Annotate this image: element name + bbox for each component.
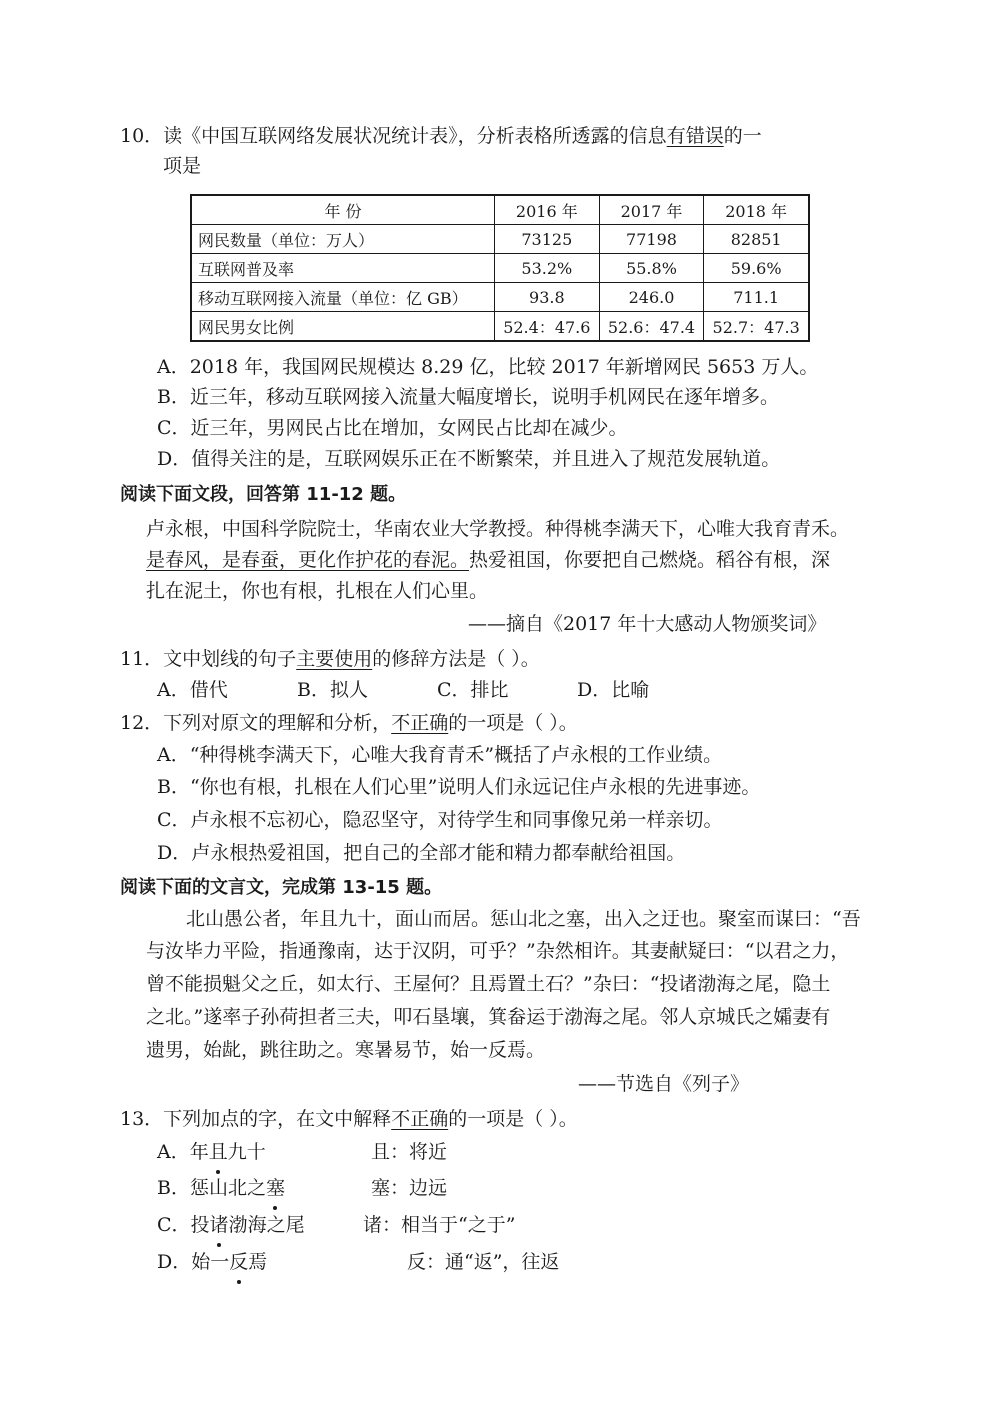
q11-option-d: D．比喻 <box>577 679 650 701</box>
section-heading-11-12: 阅读下面文段，回答第 11-12 题。 <box>120 484 407 505</box>
q12-option-c: C．卢永根不忘初心，隐忍坚守，对待学生和同事像兄弟一样亲切。 <box>157 809 723 831</box>
table-cell: 77198 <box>599 225 704 254</box>
table-cell: 52.6：47.4 <box>599 312 704 342</box>
q10-option-d: D．值得关注的是，互联网娱乐正在不断繁荣，并且进入了规范发展轨道。 <box>157 448 781 470</box>
table-cell: 73125 <box>495 225 600 254</box>
table-cell: 82851 <box>704 225 809 254</box>
q10-option-c: C．近三年，男网民占比在增加，女网民占比却在减少。 <box>157 417 628 439</box>
q13-option-d: D．始一反焉 <box>157 1248 267 1276</box>
table-cell: 53.2% <box>495 254 600 283</box>
table-cell: 52.7：47.3 <box>704 312 809 342</box>
table-row <box>191 283 809 312</box>
dotted-char: 且 <box>209 1138 228 1166</box>
passage-line: 扎在泥土，你也有根，扎根在人们心里。 <box>146 580 489 602</box>
table-header-cell: 2018 年 <box>704 195 809 225</box>
q13-option-c: C．投诸渤海之尾 <box>157 1211 305 1239</box>
q10-option-b: B．近三年，移动互联网接入流量大幅度增长，说明手机网民在逐年增多。 <box>157 386 779 408</box>
q13-option-a-explanation: 且：将近 <box>371 1141 448 1163</box>
q13-option-c-explanation: 诸：相当于“之于” <box>363 1214 516 1236</box>
table-header-row <box>191 195 809 225</box>
table-header-cell: 2016 年 <box>495 195 600 225</box>
q12-option-b: B．“你也有根，扎根在人们心里”说明人们永远记住卢永根的先进事迹。 <box>157 776 761 798</box>
classical-text-source: ——节选自《列子》 <box>578 1073 750 1095</box>
q12-option-a: A．“种得桃李满天下，心唯大我育青禾”概括了卢永根的工作业绩。 <box>157 744 723 766</box>
q13-stem: 13．下列加点的字，在文中解释不正确的一项是（ ）。 <box>120 1108 578 1130</box>
q12-option-d: D．卢永根热爱祖国，把自己的全部才能和精力都奉献给祖国。 <box>157 842 686 864</box>
q13-option-b: B．惩山北之塞 <box>157 1174 285 1202</box>
q11-option-c: C．排比 <box>437 679 509 701</box>
table-cell: 网民男女比例 <box>191 312 495 342</box>
table-cell: 互联网普及率 <box>191 254 495 283</box>
passage-line: 是春风，是春蚕，更化作护花的春泥。热爱祖国，你要把自己燃烧。稻谷有根，深 <box>146 549 831 571</box>
internet-stats-table <box>190 194 810 342</box>
section-heading-13-15: 阅读下面的文言文，完成第 13-15 题。 <box>120 877 443 898</box>
dotted-char: 反 <box>229 1248 248 1276</box>
table-header-cell: 年 份 <box>191 195 495 225</box>
classical-text-line: 遗男，始龀，跳往助之。寒暑易节，始一反焉。 <box>146 1039 546 1061</box>
passage-line: 卢永根，中国科学院院士，华南农业大学教授。种得桃李满天下，心唯大我育青禾。 <box>146 518 850 540</box>
q11-stem: 11．文中划线的句子主要使用的修辞方法是（ ）。 <box>120 648 540 670</box>
q10-option-a: A．2018 年，我国网民规模达 8.29 亿，比较 2017 年新增网民 5653 万人。 <box>157 356 819 378</box>
q13-option-b-explanation: 塞：边远 <box>371 1177 448 1199</box>
q11-option-a: A．借代 <box>157 679 228 701</box>
dotted-char: 塞 <box>266 1174 285 1202</box>
table-cell: 网民数量（单位：万人） <box>191 225 495 254</box>
table-cell: 52.4：47.6 <box>495 312 600 342</box>
table-cell: 93.8 <box>495 283 600 312</box>
table-cell: 246.0 <box>599 283 704 312</box>
classical-text-line: 曾不能损魁父之丘，如太行、王屋何？且焉置土石？”杂曰：“投诸渤海之尾，隐土 <box>146 973 831 995</box>
table-cell: 711.1 <box>704 283 809 312</box>
q10-stem-line2: 项是 <box>163 155 202 177</box>
table-row <box>191 225 809 254</box>
q10-stem: 10．读《中国互联网络发展状况统计表》，分析表格所透露的信息有错误的一 <box>120 125 762 147</box>
classical-text-line: 北山愚公者，年且九十，面山而居。惩山北之塞，出入之迂也。聚室而谋曰：“吾 <box>186 908 861 930</box>
classical-text-line: 与汝毕力平险，指通豫南，达于汉阴，可乎？”杂然相许。其妻献疑曰：“以君之力， <box>146 940 850 962</box>
q12-stem: 12．下列对原文的理解和分析，不正确的一项是（ ）。 <box>120 712 578 734</box>
table-cell: 移动互联网接入流量（单位：亿 GB） <box>191 283 495 312</box>
table-cell: 59.6% <box>704 254 809 283</box>
q11-option-b: B．拟人 <box>297 679 368 701</box>
underlined-sentence: 是春风，是春蚕，更化作护花的春泥。 <box>146 549 470 571</box>
passage-source: ——摘自《2017 年十大感动人物颁奖词》 <box>468 613 827 635</box>
q13-option-d-explanation: 反：通“返”，往返 <box>407 1251 560 1273</box>
dotted-char: 诸 <box>210 1211 229 1239</box>
q13-option-a: A．年且九十 <box>157 1138 266 1166</box>
table-row <box>191 312 809 342</box>
table-cell: 55.8% <box>599 254 704 283</box>
classical-text-line: 之北。”遂率子孙荷担者三夫，叩石垦壤，箕畚运于渤海之尾。邻人京城氏之孀妻有 <box>146 1006 831 1028</box>
table-header-cell: 2017 年 <box>599 195 704 225</box>
table-row <box>191 254 809 283</box>
